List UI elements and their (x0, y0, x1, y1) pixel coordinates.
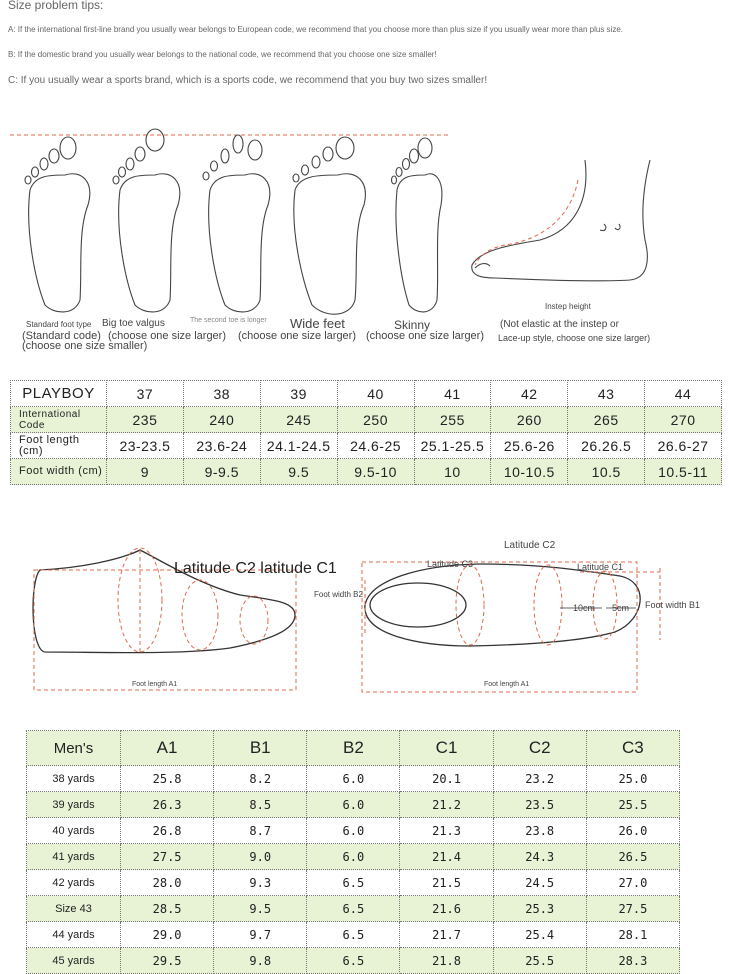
table-row (27, 766, 680, 792)
table-cell: 8.7 (214, 818, 307, 844)
size-cell: 37 (107, 381, 184, 407)
length-cell: 26.6-27 (645, 433, 722, 459)
size-cell: 44 (645, 381, 722, 407)
intl-cell: 240 (183, 407, 260, 433)
length-cell: 26.26.5 (568, 433, 645, 459)
label-foot-width-b1: Foot width B1 (645, 600, 701, 610)
label-foot-length-a1-left: Foot length A1 (132, 681, 178, 688)
table-cell: 6.0 (307, 792, 400, 818)
size-cell: 42 (491, 381, 568, 407)
table-cell: 26.0 (586, 818, 679, 844)
header-cell: C3 (586, 731, 679, 766)
intl-cell: 270 (645, 407, 722, 433)
table-cell: 9.5 (214, 896, 307, 922)
table-cell: 28.5 (121, 896, 214, 922)
table-cell: 24.3 (493, 844, 586, 870)
label-skinny: Skinny (394, 318, 431, 332)
size-chart-row-intl (11, 407, 722, 433)
table-cell: 6.5 (307, 870, 400, 896)
table-cell: 26.8 (121, 818, 214, 844)
table-cell: 25.5 (586, 792, 679, 818)
length-cell: 25.1-25.5 (414, 433, 491, 459)
table-cell: 23.8 (493, 818, 586, 844)
size-cell: 40 (337, 381, 414, 407)
row-label: 45 yards (27, 948, 121, 974)
intl-cell: 250 (337, 407, 414, 433)
table-cell: 25.8 (121, 766, 214, 792)
table-cell: 21.6 (400, 896, 493, 922)
label-foot-width-b2: Foot width B2 (314, 590, 363, 599)
intl-cell: 265 (568, 407, 645, 433)
table-cell: 27.5 (586, 896, 679, 922)
foot-standard (25, 137, 90, 312)
table-cell: 8.5 (214, 792, 307, 818)
table-cell: 9.3 (214, 870, 307, 896)
width-cell: 10 (414, 459, 491, 485)
table-cell: 21.5 (400, 870, 493, 896)
table-cell: 6.5 (307, 896, 400, 922)
header-cell: Men's (27, 731, 121, 766)
table-row (27, 870, 680, 896)
table-cell: 29.5 (121, 948, 214, 974)
label-standard: Standard foot type (26, 320, 92, 329)
table-cell: 21.4 (400, 844, 493, 870)
size-chart-length-label: Foot length (cm) (11, 433, 107, 459)
table-cell: 9.7 (214, 922, 307, 948)
table-cell: 24.5 (493, 870, 586, 896)
intl-cell: 260 (491, 407, 568, 433)
label-latitude-side: Latitude C2 latitude C1 (174, 560, 337, 577)
table-cell: 6.5 (307, 922, 400, 948)
table-cell: 25.3 (493, 896, 586, 922)
row-label: 44 yards (27, 922, 121, 948)
label-instep-note-2: Lace-up style, choose one size larger) (498, 333, 651, 343)
length-cell: 25.6-26 (491, 433, 568, 459)
size-chart-intl-label: International Code (11, 407, 107, 433)
label-larger-1: (choose one size larger) (108, 330, 227, 342)
label-latitude-c2: Latitude C2 (504, 540, 556, 551)
table-cell: 9.8 (214, 948, 307, 974)
label-big-toe: Big toe valgus (102, 318, 165, 329)
width-cell: 9.5-10 (337, 459, 414, 485)
length-cell: 24.6-25 (337, 433, 414, 459)
label-instep-note-1: (Not elastic at the instep or (500, 319, 619, 330)
table-cell: 23.5 (493, 792, 586, 818)
table-cell: 26.5 (586, 844, 679, 870)
intl-cell: 235 (107, 407, 184, 433)
foot-skinny (392, 138, 442, 312)
measurement-table-header (27, 731, 680, 766)
table-cell: 25.4 (493, 922, 586, 948)
width-cell: 10-10.5 (491, 459, 568, 485)
table-cell: 6.0 (307, 766, 400, 792)
size-chart-row-width (11, 459, 722, 485)
table-cell: 21.2 (400, 792, 493, 818)
intl-cell: 255 (414, 407, 491, 433)
width-cell: 9.5 (260, 459, 337, 485)
label-larger-2: (choose one size larger) (238, 330, 357, 342)
size-cell: 39 (260, 381, 337, 407)
label-instep-height: Instep height (545, 302, 591, 311)
table-row (27, 948, 680, 974)
row-label: 39 yards (27, 792, 121, 818)
header-cell: B1 (214, 731, 307, 766)
table-row (27, 818, 680, 844)
table-cell: 21.7 (400, 922, 493, 948)
table-row (27, 922, 680, 948)
size-chart-row-sizes (11, 381, 722, 407)
length-cell: 24.1-24.5 (260, 433, 337, 459)
label-second-toe: The second toe is longer (190, 317, 267, 324)
table-cell: 26.3 (121, 792, 214, 818)
table-cell: 25.0 (586, 766, 679, 792)
tip-b: B: If the domestic brand you usually wear belongs to the national code, we recommend that you choose one size smaller! (8, 50, 437, 59)
table-cell: 20.1 (400, 766, 493, 792)
tip-a: A: If the international first-line brand you usually wear belongs to European code, we recommend that you choose more than plus size if you usually wear more than plus size. (8, 25, 623, 34)
label-larger-3: (choose one size larger) (366, 330, 485, 342)
table-cell: 23.2 (493, 766, 586, 792)
table-cell: 9.0 (214, 844, 307, 870)
table-cell: 25.5 (493, 948, 586, 974)
row-label: 40 yards (27, 818, 121, 844)
label-standard-code: (Standard code) (22, 330, 101, 342)
table-cell: 28.3 (586, 948, 679, 974)
width-cell: 9-9.5 (183, 459, 260, 485)
table-cell: 21.3 (400, 818, 493, 844)
label-foot-length-a1-right: Foot length A1 (484, 681, 530, 688)
table-cell: 29.0 (121, 922, 214, 948)
size-cell: 43 (568, 381, 645, 407)
table-cell: 28.0 (121, 870, 214, 896)
label-latitude-c1: Latitude C1 (577, 562, 624, 572)
row-label: 38 yards (27, 766, 121, 792)
table-row (27, 844, 680, 870)
foot-types-illustration (0, 120, 729, 320)
table-cell: 21.8 (400, 948, 493, 974)
label-smaller: (choose one size smaller) (22, 340, 148, 352)
size-chart-width-label: Foot width (cm) (11, 459, 107, 485)
label-five-cm: 5cm (612, 603, 630, 613)
table-cell: 6.5 (307, 948, 400, 974)
header-cell: C1 (400, 731, 493, 766)
intl-cell: 245 (260, 407, 337, 433)
width-cell: 10.5-11 (645, 459, 722, 485)
row-label: 42 yards (27, 870, 121, 896)
foot-side-view (472, 160, 650, 281)
size-chart-table (10, 380, 722, 485)
row-label: 41 yards (27, 844, 121, 870)
foot-big-toe (113, 129, 180, 312)
row-label: Size 43 (27, 896, 121, 922)
length-cell: 23.6-24 (183, 433, 260, 459)
label-ten-cm: 10cm (573, 603, 596, 613)
foot-wide (293, 137, 365, 314)
size-cell: 38 (183, 381, 260, 407)
header-cell: B2 (307, 731, 400, 766)
table-row (27, 896, 680, 922)
size-cell: 41 (414, 381, 491, 407)
measurement-table (26, 730, 680, 974)
width-cell: 9 (107, 459, 184, 485)
size-chart-brand: PLAYBOY (11, 381, 107, 407)
table-cell: 28.1 (586, 922, 679, 948)
table-cell: 8.2 (214, 766, 307, 792)
foot-second-toe (203, 135, 270, 312)
size-chart-row-length (11, 433, 722, 459)
label-latitude-c3: Latitude C3 (427, 559, 474, 569)
table-cell: 27.5 (121, 844, 214, 870)
width-cell: 10.5 (568, 459, 645, 485)
table-cell: 27.0 (586, 870, 679, 896)
tip-c: C: If you usually wear a sports brand, which is a sports code, we recommend that you buy two sizes smaller! (8, 75, 488, 86)
table-row (27, 792, 680, 818)
length-cell: 23-23.5 (107, 433, 184, 459)
table-cell: 6.0 (307, 818, 400, 844)
tips-title: Size problem tips: (8, 0, 104, 12)
label-wide: Wide feet (290, 316, 345, 331)
header-cell: C2 (493, 731, 586, 766)
table-cell: 6.0 (307, 844, 400, 870)
header-cell: A1 (121, 731, 214, 766)
